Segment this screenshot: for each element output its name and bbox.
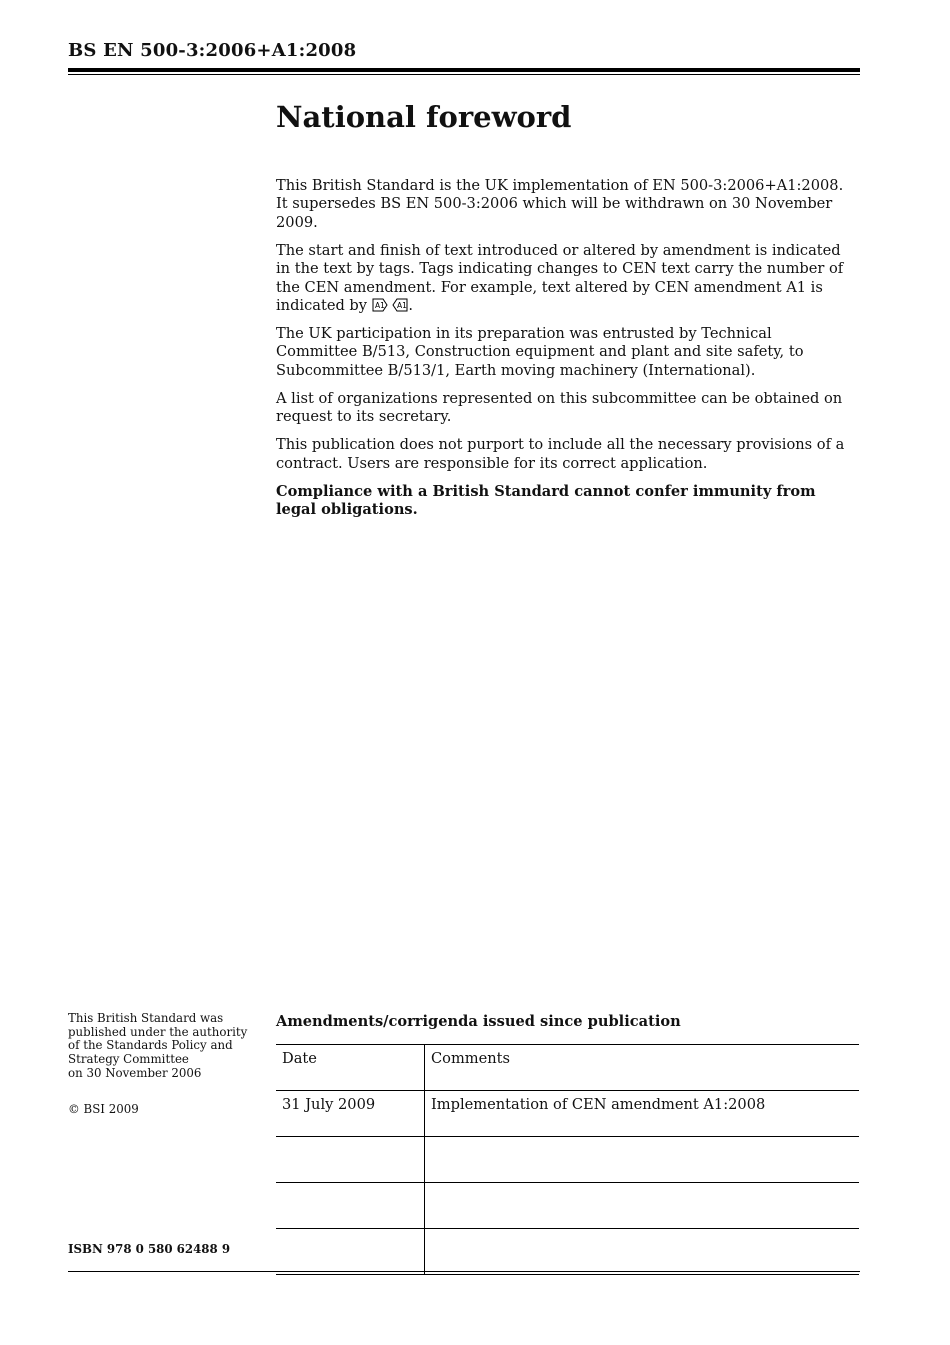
- amendment-comment: Implementation of CEN amendment A1:2008: [425, 1091, 860, 1137]
- amendment-comment: [425, 1183, 860, 1229]
- table-row: [276, 1183, 859, 1229]
- amendment-date: 31 July 2009: [276, 1091, 425, 1137]
- publication-note-line: on 30 November 2006: [68, 1065, 202, 1080]
- paragraph-participation: The UK participation in its preparation was entrusted by Technical Committee B/513, Construction equipment and plant and site safety, to Subcommittee B/513/1, Earth moving machinery (International).: [276, 325, 804, 379]
- paragraph-amendment-tags: [276, 242, 851, 316]
- amendment-start-tag-icon: [372, 298, 388, 312]
- amendment-date: [276, 1137, 425, 1183]
- amendment-tags-text: The start and finish of text introduced or altered by amendment is indicated in the text by tags. Tags indicating changes to CEN text carry the number of the CEN amendment. For example, text altered by CEN amendment A1 is indicated by: [276, 241, 844, 315]
- amendment-end-tag-icon: [392, 298, 408, 312]
- paragraph-compliance: Compliance with a British Standard cannot confer immunity from legal obligations.: [276, 482, 816, 519]
- paragraph-organizations: A list of organizations represented on this subcommittee can be obtained on request to its secretary.: [276, 389, 843, 426]
- column-header-date: Date: [276, 1045, 425, 1091]
- copyright-notice: © BSI 2009: [68, 1102, 139, 1116]
- publication-note-line: This British Standard was: [68, 1011, 224, 1025]
- svg-text:A1: A1: [374, 301, 385, 311]
- amendment-comment: [425, 1137, 860, 1183]
- header-rule-thick: [68, 68, 860, 72]
- publication-note-line: published under the authority: [68, 1024, 248, 1039]
- column-header-comments: Comments: [425, 1045, 860, 1091]
- paragraph-implementation: This British Standard is the UK implementation of EN 500-3:2006+A1:2008. It supersedes BS EN 500-3:2006 which will be withdrawn on 30 November 2009.: [276, 177, 844, 231]
- amendment-tags-period: .: [408, 297, 413, 315]
- table-row: [276, 1137, 859, 1183]
- table-header-row: [276, 1045, 859, 1091]
- table-row: [276, 1229, 859, 1275]
- footer-rule: [68, 1271, 860, 1272]
- amendments-table: [276, 1044, 859, 1275]
- amendments-heading: Amendments/corrigenda issued since publication: [276, 1013, 681, 1030]
- paragraph-provisions: This publication does not purport to include all the necessary provisions of a contract. Users are responsible for its correct application.: [276, 436, 845, 472]
- amendment-date: [276, 1229, 425, 1275]
- table-row: [276, 1091, 859, 1137]
- document-code: BS EN 500-3:2006+A1:2008: [68, 40, 357, 61]
- page-title: National foreword: [276, 100, 572, 134]
- publication-note-line: of the Standards Policy and: [68, 1038, 233, 1053]
- amendment-date: [276, 1183, 425, 1229]
- svg-text:A1: A1: [397, 301, 408, 311]
- foreword-body: [276, 177, 851, 529]
- publication-note-line: Strategy Committee: [68, 1052, 189, 1067]
- amendment-comment: [425, 1229, 860, 1275]
- isbn: ISBN 978 0 580 62488 9: [68, 1242, 231, 1256]
- publication-note: [68, 1012, 258, 1081]
- header-rule-thin: [68, 74, 860, 75]
